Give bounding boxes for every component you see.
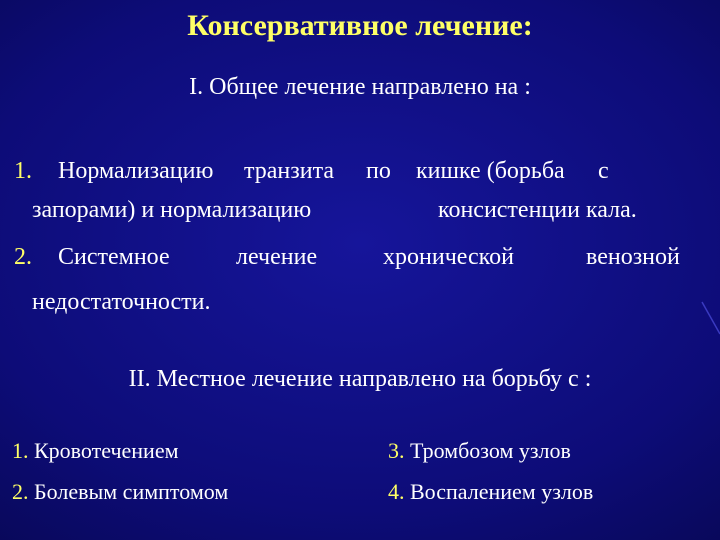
- list-item-number: 1.: [12, 438, 29, 463]
- item-1-number: 1.: [14, 158, 32, 184]
- list-item: [388, 437, 571, 465]
- item-2-word-1: Системное: [58, 244, 170, 270]
- item-1-word-1: Нормализацию: [58, 158, 214, 184]
- item-1-line-2a: запорами) и нормализацию: [32, 197, 312, 223]
- list-item-text: Кровотечением: [34, 438, 179, 463]
- item-2-line-2: недостаточности.: [32, 289, 211, 315]
- item-2-word-4: венозной: [586, 244, 680, 270]
- item-2-number: 2.: [14, 244, 32, 270]
- list-item-text: Болевым симптомом: [34, 479, 229, 504]
- list-item-number: 3.: [388, 438, 405, 463]
- item-1-word-3: по: [366, 158, 391, 184]
- item-1-word-5: с: [598, 158, 609, 184]
- list-item: [12, 478, 228, 506]
- item-1-word-4: кишке (борьба: [416, 158, 565, 184]
- decorative-line: [700, 300, 720, 340]
- section-2-heading: II. Местное лечение направлено на борьбу с :: [128, 366, 592, 392]
- list-item: [388, 478, 593, 506]
- list-item-number: 2.: [12, 479, 29, 504]
- section-1-heading: I. Общее лечение направлено на :: [189, 74, 531, 100]
- list-item: [12, 437, 179, 465]
- list-item-text: Тромбозом узлов: [410, 438, 571, 463]
- item-2-word-2: лечение: [236, 244, 318, 270]
- item-1-word-2: транзита: [244, 158, 335, 184]
- list-item-number: 4.: [388, 479, 405, 504]
- slide-title: Консервативное лечение:: [187, 9, 533, 42]
- item-1-line-2b: консистенции кала.: [438, 197, 637, 223]
- list-item-text: Воспалением узлов: [410, 479, 594, 504]
- item-2-word-3: хронической: [383, 244, 514, 270]
